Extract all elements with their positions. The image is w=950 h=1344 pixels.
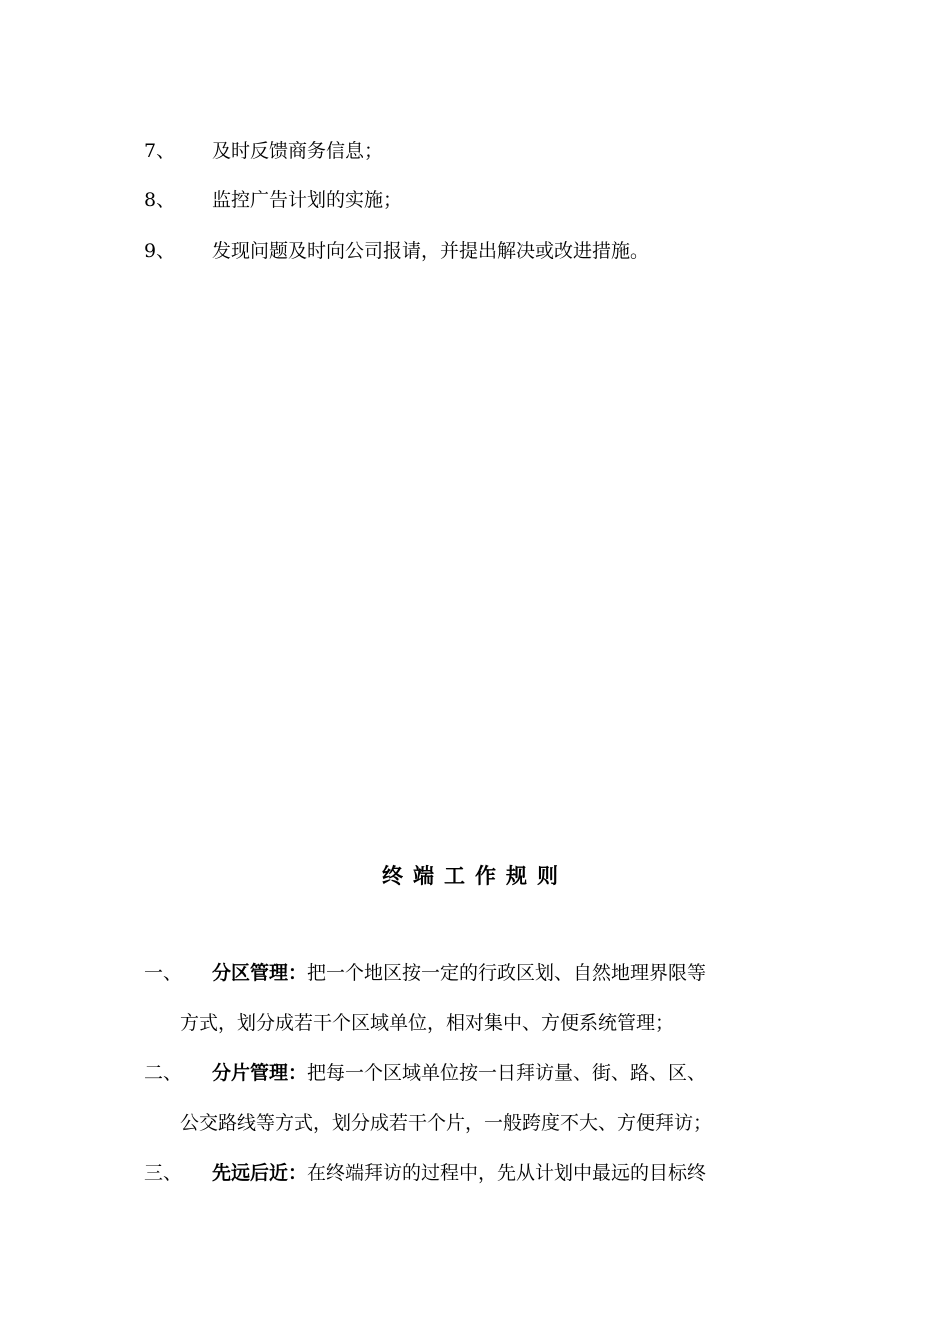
rule-description: 把一个地区按一定的行政区划、自然地理界限等 <box>307 962 707 984</box>
list-text: 及时反馈商务信息； <box>212 140 384 162</box>
rule-description-continued: 方式，划分成若干个区域单位，相对集中、方便系统管理； <box>180 1012 675 1034</box>
list-number: 9、 <box>144 240 176 262</box>
rule-description-continued: 公交路线等方式，划分成若干个片，一般跨度不大、方便拜访； <box>180 1112 713 1134</box>
rule-number: 一、 <box>144 962 183 984</box>
rule-description: 把每一个区域单位按一日拜访量、街、路、区、 <box>307 1062 707 1084</box>
list-text: 监控广告计划的实施； <box>212 189 403 211</box>
rule-term: 分片管理： <box>212 1062 308 1084</box>
list-number: 7、 <box>144 140 176 162</box>
list-text: 发现问题及时向公司报请，并提出解决或改进措施。 <box>212 240 650 262</box>
rule-term: 分区管理： <box>212 962 308 984</box>
rule-number: 二、 <box>144 1062 183 1084</box>
rule-text <box>212 1061 706 1085</box>
rule-text <box>212 1161 706 1185</box>
section-title: 终端工作规则 <box>382 863 568 888</box>
rule-description: 在终端拜访的过程中，先从计划中最远的目标终 <box>307 1162 707 1184</box>
rule-term: 先远后近： <box>212 1162 308 1184</box>
list-number: 8、 <box>144 189 176 211</box>
rule-text <box>212 961 706 985</box>
rule-number: 三、 <box>144 1162 183 1184</box>
